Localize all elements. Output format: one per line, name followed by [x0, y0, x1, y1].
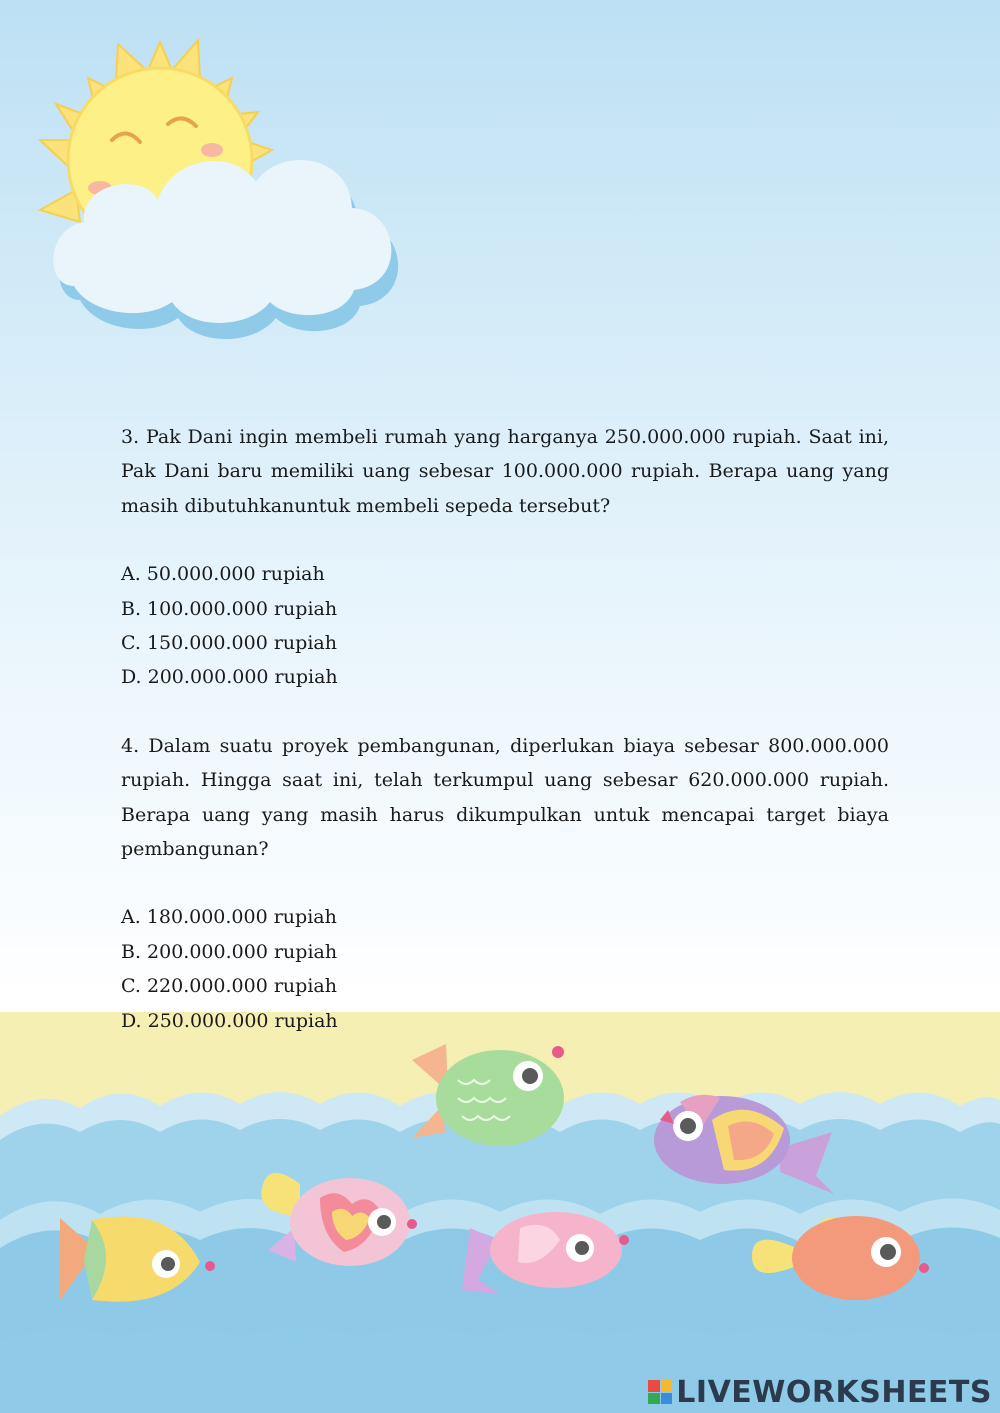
spacer: [121, 695, 889, 729]
answer-option-c[interactable]: C. 220.000.000 rupiah: [121, 975, 337, 998]
question-3: [121, 420, 889, 695]
question-text: 3. Pak Dani ingin membeli rumah yang harganya 250.000.000 rupiah. Saat ini, Pak Dani baru memiliki uang sebesar 100.000.000 rupiah. Berapa uang yang masih dibutuhkanuntuk membeli sepeda tersebut?: [121, 426, 889, 517]
worksheet-content: [121, 420, 889, 1038]
liveworksheets-watermark[interactable]: [648, 1375, 992, 1409]
answer-option-a[interactable]: A. 180.000.000 rupiah: [121, 906, 337, 929]
watermark-text: LIVEWORKSHEETS: [676, 1374, 992, 1410]
answer-options: [121, 900, 889, 1038]
answer-option-b[interactable]: B. 200.000.000 rupiah: [121, 940, 338, 963]
answer-option-d[interactable]: D. 250.000.000 rupiah: [121, 1009, 338, 1032]
answer-option-a[interactable]: A. 50.000.000 rupiah: [121, 563, 325, 586]
answer-options: [121, 557, 889, 695]
answer-option-c[interactable]: C. 150.000.000 rupiah: [121, 632, 337, 655]
liveworksheets-logo-icon: [648, 1380, 672, 1404]
question-text: 4. Dalam suatu proyek pembangunan, diperlukan biaya sebesar 800.000.000 rupiah. Hingga saat ini, telah terkumpul uang sebesar 620.000.000 rupiah. Berapa uang yang masih harus dikumpulkan untuk mencapai target biaya pembangunan?: [121, 734, 889, 861]
answer-option-d[interactable]: D. 200.000.000 rupiah: [121, 666, 338, 689]
question-4: [121, 729, 889, 1038]
answer-option-b[interactable]: B. 100.000.000 rupiah: [121, 597, 338, 620]
